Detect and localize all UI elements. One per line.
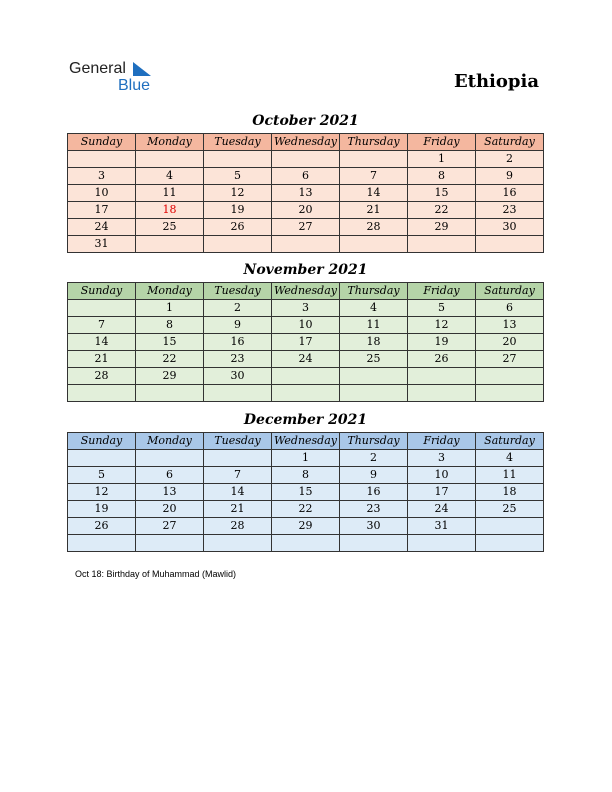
empty-day-cell (204, 385, 272, 402)
empty-day-cell (68, 300, 136, 317)
empty-day-cell (340, 151, 408, 168)
empty-day-cell (408, 368, 476, 385)
logo-flag-icon (133, 62, 153, 78)
empty-day-cell (136, 535, 204, 552)
week-row (68, 151, 544, 168)
empty-day-cell (204, 535, 272, 552)
week-row (68, 467, 544, 484)
day-cell: 28 (204, 518, 272, 535)
day-cell: 1 (272, 450, 340, 467)
day-cell: 7 (68, 317, 136, 334)
week-row (68, 484, 544, 501)
country-title: Ethiopia (453, 71, 539, 92)
day-cell: 26 (204, 219, 272, 236)
day-cell: 19 (68, 501, 136, 518)
empty-day-cell (272, 368, 340, 385)
day-cell: 19 (204, 202, 272, 219)
day-cell: 8 (272, 467, 340, 484)
day-cell: 27 (476, 351, 544, 368)
day-cell: 14 (204, 484, 272, 501)
day-cell: 7 (340, 168, 408, 185)
weekday-header: Wednesday (272, 283, 340, 300)
empty-day-cell (408, 535, 476, 552)
empty-day-cell (340, 236, 408, 253)
day-cell: 4 (340, 300, 408, 317)
day-cell: 31 (68, 236, 136, 253)
day-cell: 2 (476, 151, 544, 168)
day-cell: 9 (340, 467, 408, 484)
week-row (68, 236, 544, 253)
day-cell: 15 (136, 334, 204, 351)
weekday-header: Monday (136, 283, 204, 300)
day-cell: 29 (136, 368, 204, 385)
day-cell: 1 (408, 151, 476, 168)
day-cell: 23 (340, 501, 408, 518)
weekday-header: Sunday (68, 433, 136, 450)
weekday-header: Monday (136, 134, 204, 151)
day-cell: 20 (476, 334, 544, 351)
empty-day-cell (272, 385, 340, 402)
day-cell: 12 (408, 317, 476, 334)
day-cell: 11 (476, 467, 544, 484)
empty-day-cell (340, 535, 408, 552)
weekday-header: Friday (408, 134, 476, 151)
month-title-october: October 2021 (252, 113, 359, 129)
empty-day-cell (68, 450, 136, 467)
day-cell: 20 (136, 501, 204, 518)
week-row (68, 317, 544, 334)
day-cell: 13 (136, 484, 204, 501)
empty-day-cell (136, 236, 204, 253)
empty-day-cell (340, 368, 408, 385)
weekday-header: Wednesday (272, 433, 340, 450)
weekday-header-row (68, 283, 544, 300)
day-cell: 21 (68, 351, 136, 368)
day-cell: 23 (204, 351, 272, 368)
day-cell: 10 (408, 467, 476, 484)
day-cell: 17 (272, 334, 340, 351)
day-cell: 17 (68, 202, 136, 219)
day-cell: 3 (272, 300, 340, 317)
weekday-header: Tuesday (204, 433, 272, 450)
day-cell: 24 (408, 501, 476, 518)
day-cell: 22 (408, 202, 476, 219)
empty-day-cell (68, 151, 136, 168)
week-row (68, 385, 544, 402)
day-cell: 19 (408, 334, 476, 351)
month-title-november: November 2021 (243, 262, 368, 278)
day-cell: 22 (136, 351, 204, 368)
empty-day-cell (272, 236, 340, 253)
day-cell: 16 (340, 484, 408, 501)
day-cell: 29 (408, 219, 476, 236)
weekday-header: Thursday (340, 134, 408, 151)
empty-day-cell (272, 151, 340, 168)
empty-day-cell (476, 368, 544, 385)
day-cell: 15 (408, 185, 476, 202)
day-cell: 28 (68, 368, 136, 385)
day-cell: 25 (476, 501, 544, 518)
calendar-october (67, 133, 544, 253)
day-cell: 25 (340, 351, 408, 368)
day-cell: 18 (476, 484, 544, 501)
empty-day-cell (204, 151, 272, 168)
weekday-header: Saturday (476, 283, 544, 300)
logo-text-general: General (69, 60, 126, 77)
empty-day-cell (408, 236, 476, 253)
day-cell: 27 (272, 219, 340, 236)
week-row (68, 368, 544, 385)
week-row (68, 185, 544, 202)
day-cell: 30 (204, 368, 272, 385)
week-row (68, 450, 544, 467)
day-cell: 4 (476, 450, 544, 467)
day-cell: 4 (136, 168, 204, 185)
weekday-header: Sunday (68, 134, 136, 151)
day-cell: 31 (408, 518, 476, 535)
weekday-header: Thursday (340, 433, 408, 450)
week-row (68, 535, 544, 552)
day-cell: 2 (340, 450, 408, 467)
day-cell: 14 (68, 334, 136, 351)
week-row (68, 351, 544, 368)
day-cell: 3 (408, 450, 476, 467)
day-cell: 18 (340, 334, 408, 351)
week-row (68, 300, 544, 317)
day-cell: 26 (68, 518, 136, 535)
day-cell: 29 (272, 518, 340, 535)
weekday-header: Thursday (340, 283, 408, 300)
day-cell: 6 (136, 467, 204, 484)
day-cell: 13 (476, 317, 544, 334)
day-cell: 6 (476, 300, 544, 317)
empty-day-cell (204, 450, 272, 467)
weekday-header: Sunday (68, 283, 136, 300)
empty-day-cell (136, 385, 204, 402)
day-cell: 10 (68, 185, 136, 202)
empty-day-cell (476, 535, 544, 552)
day-cell: 11 (136, 185, 204, 202)
day-cell: 15 (272, 484, 340, 501)
logo (69, 60, 169, 96)
day-cell: 23 (476, 202, 544, 219)
weekday-header-row (68, 134, 544, 151)
day-cell: 30 (476, 219, 544, 236)
day-cell: 20 (272, 202, 340, 219)
weekday-header-row (68, 433, 544, 450)
day-cell: 25 (136, 219, 204, 236)
day-cell: 11 (340, 317, 408, 334)
day-cell: 26 (408, 351, 476, 368)
day-cell: 10 (272, 317, 340, 334)
day-cell: 28 (340, 219, 408, 236)
day-cell: 16 (204, 334, 272, 351)
logo-text-blue: Blue (118, 77, 151, 94)
day-cell: 30 (340, 518, 408, 535)
day-cell: 7 (204, 467, 272, 484)
day-cell: 12 (68, 484, 136, 501)
calendar-december (67, 432, 544, 552)
week-row (68, 518, 544, 535)
day-cell: 16 (476, 185, 544, 202)
day-cell: 1 (136, 300, 204, 317)
day-cell: 14 (340, 185, 408, 202)
week-row (68, 202, 544, 219)
day-cell: 22 (272, 501, 340, 518)
weekday-header: Friday (408, 433, 476, 450)
empty-day-cell (68, 535, 136, 552)
empty-day-cell (204, 236, 272, 253)
day-cell: 5 (68, 467, 136, 484)
week-row (68, 501, 544, 518)
weekday-header: Monday (136, 433, 204, 450)
calendar-november (67, 282, 544, 402)
weekday-header: Saturday (476, 134, 544, 151)
day-cell: 9 (476, 168, 544, 185)
day-cell: 5 (408, 300, 476, 317)
day-cell: 13 (272, 185, 340, 202)
day-cell: 6 (272, 168, 340, 185)
day-cell: 8 (136, 317, 204, 334)
day-cell: 2 (204, 300, 272, 317)
week-row (68, 219, 544, 236)
weekday-header: Tuesday (204, 283, 272, 300)
weekday-header: Tuesday (204, 134, 272, 151)
week-row (68, 334, 544, 351)
day-cell: 21 (204, 501, 272, 518)
day-cell: 5 (204, 168, 272, 185)
day-cell: 21 (340, 202, 408, 219)
empty-day-cell (136, 450, 204, 467)
weekday-header: Friday (408, 283, 476, 300)
day-cell: 27 (136, 518, 204, 535)
week-row (68, 168, 544, 185)
holiday-note: Oct 18: Birthday of Muhammad (Mawlid) (75, 569, 237, 579)
day-cell: 18 (136, 202, 204, 219)
day-cell: 8 (408, 168, 476, 185)
empty-day-cell (340, 385, 408, 402)
day-cell: 24 (272, 351, 340, 368)
day-cell: 24 (68, 219, 136, 236)
empty-day-cell (136, 151, 204, 168)
month-title-december: December 2021 (243, 412, 368, 428)
day-cell: 3 (68, 168, 136, 185)
empty-day-cell (68, 385, 136, 402)
empty-day-cell (408, 385, 476, 402)
weekday-header: Wednesday (272, 134, 340, 151)
day-cell: 12 (204, 185, 272, 202)
weekday-header: Saturday (476, 433, 544, 450)
empty-day-cell (272, 535, 340, 552)
empty-day-cell (476, 518, 544, 535)
empty-day-cell (476, 385, 544, 402)
day-cell: 9 (204, 317, 272, 334)
empty-day-cell (476, 236, 544, 253)
day-cell: 17 (408, 484, 476, 501)
